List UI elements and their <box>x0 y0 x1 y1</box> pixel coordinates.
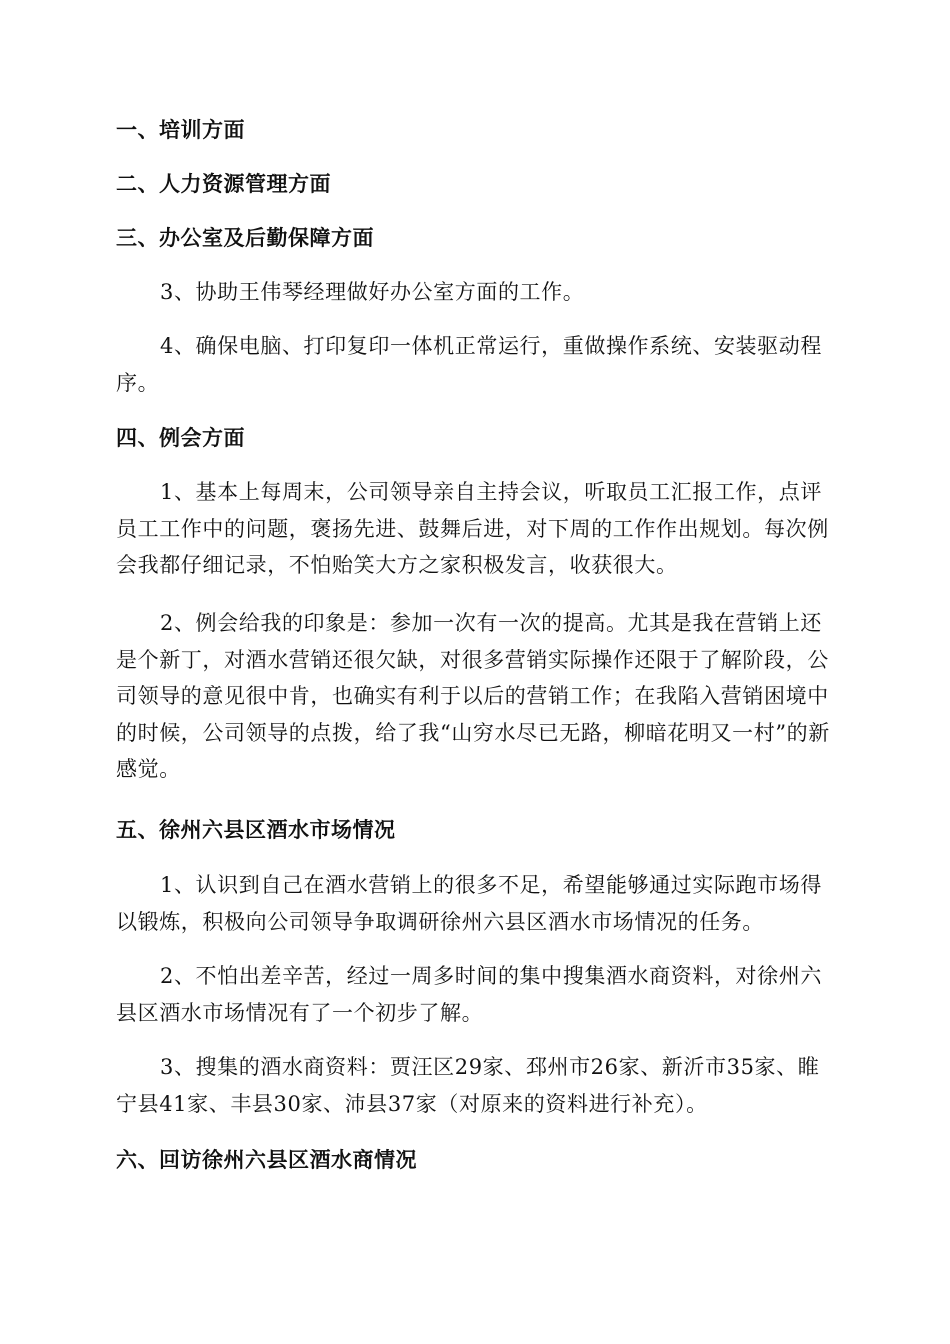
heading-office-logistics: 三、办公室及后勤保障方面 <box>116 225 374 250</box>
paragraph-market-1: 1、认识到自己在酒水营销上的很多不足，希望能够通过实际跑市场得以锻炼，积极向公司领导争取调研徐州六县区酒水市场情况的任务。 <box>116 873 822 934</box>
paragraph-market-2: 2、不怕出差辛苦，经过一周多时间的集中搜集酒水商资料，对徐州六县区酒水市场情况有了一个初步了解。 <box>116 964 822 1025</box>
paragraph-office-3: 3、协助王伟琴经理做好办公室方面的工作。 <box>160 280 585 304</box>
heading-meetings: 四、例会方面 <box>116 425 245 450</box>
paragraph-market-3: 3、搜集的酒水商资料：贾汪区29家、邳州市26家、新沂市35家、睢宁县41家、丰县30家、沛县37家（对原来的资料进行补充）。 <box>116 1055 820 1116</box>
heading-market-survey: 五、徐州六县区酒水市场情况 <box>116 817 396 842</box>
heading-hr-management: 二、人力资源管理方面 <box>116 171 331 196</box>
heading-training: 一、培训方面 <box>116 117 245 142</box>
paragraph-meetings-1: 1、基本上每周末，公司领导亲自主持会议，听取员工汇报工作，点评员工工作中的问题，褒扬先进、鼓舞后进，对下周的工作作出规划。每次例会我都仔细记录，不怕贻笑大方之家积极发言，收获很大。 <box>116 480 829 577</box>
paragraph-office-4: 4、确保电脑、打印复印一体机正常运行，重做操作系统、安装驱动程序。 <box>116 334 822 395</box>
paragraph-meetings-2: 2、例会给我的印象是：参加一次有一次的提高。尤其是我在营销上还是个新丁，对酒水营销还很欠缺，对很多营销实际操作还限于了解阶段，公司领导的意见很中肯，也确实有利于以后的营销工作；在我陷入营销困境中的时候，公司领导的点拨，给了我“山穷水尽已无路，柳暗花明又一村”的新感觉。 <box>116 611 830 781</box>
heading-dealer-revisit: 六、回访徐州六县区酒水商情况 <box>116 1147 417 1172</box>
